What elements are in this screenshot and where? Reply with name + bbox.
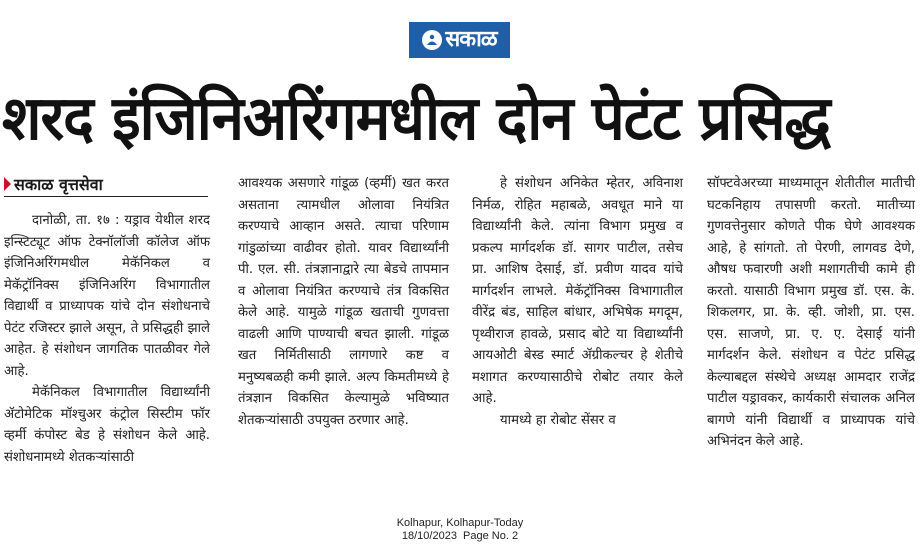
paragraph: सॉफ्टवेअरच्या माध्यमातून शेतीतील मातीची घटकनिहाय तपासणी करतो. मातीच्या गुणवत्तेनुसार कोणते पीक घेणे आवश्यक आहे, हे सांगतो. तो पेरणी, लागवड देणे, औषध फवारणी अशी मशागतीची कामे ही करतो. यासाठी विभाग प्रमुख डॉ. एस. के. शिकलगर, प्रा. के. व्ही. जोशी, प्रा. एस. एस. साजणे, प्रा. ए. ए. देसाई यांनी मार्गदर्शन केले. संशोधन व पेटंट प्रसिद्ध केल्याबद्दल संस्थेचे अध्यक्ष आमदार राजेंद्र पाटील यड्रावकर, कार्यकारी संचालक अनिल बागणे यांनी विद्यार्थी व प्राध्यापक यांचे अभिनंदन केले आहे. xyxy=(707,176,915,449)
byline xyxy=(4,172,208,197)
logo-text: सकाळ xyxy=(445,27,497,52)
paragraph: यामध्ये हा रोबोट सेंसर व xyxy=(500,412,616,428)
newspaper-logo xyxy=(409,22,510,58)
byline-text: सकाळ वृत्तसेवा xyxy=(14,175,103,194)
date-page-label: 18/10/2023 Page No. 2 xyxy=(401,530,519,542)
paragraph: दानोळी, ता. १७ : यड्राव येथील शरद इन्स्टिट्यूट ऑफ टेक्नॉलॉजी कॉलेज ऑफ इंजिनिअरिंगमधील मेकॅनिकल व मेकॅट्रॉनिक्स इंजिनिअरिंग विभागातील विद्यार्थी व प्राध्यापक यांचे दोन संशोधनाचे पेटंट रजिस्टर झाले असून, ते प्रसिद्धही झाले आहेत. हे संशोधन जागतिक पातळीवर गेले आहे. xyxy=(4,213,210,379)
article-column-2 xyxy=(238,173,449,431)
paragraph: मेकॅनिकल विभागातील विद्यार्थ्यांनी ॲटोमेटिक मॉश्चुअर कंट्रोल सिस्टीम फॉर व्हर्मी कंपोस्ट बेड हे संशोधन केले आहे. संशोधनामध्ये शेतकऱ्यांसाठी xyxy=(4,385,210,465)
article-column-3 xyxy=(472,173,683,431)
page-footer xyxy=(360,517,560,543)
triangle-marker-icon xyxy=(4,177,11,191)
edition-label: Kolhapur, Kolhapur-Today xyxy=(396,517,524,529)
article-column-4 xyxy=(707,173,915,453)
emblem-icon xyxy=(422,30,442,50)
paragraph: हे संशोधन अनिकेत म्हेतर, अविनाश निर्मळ, रोहित महाबळे, अवधूत माने या विद्यार्थ्यांनी केले. त्यांना विभाग प्रमुख व प्रकल्प मार्गदर्शक डॉ. सागर पाटील, तसेच प्रा. आशिष देसाई, डॉ. प्रवीण यादव यांचे मार्गदर्शन लाभले. मेकॅट्रॉनिक्स विभागातील वीरेंद्र बंड, साहिल बांधार, अभिषेक मगदूम, पृथ्वीराज हावळे, प्रसाद बोटे या विद्यार्थ्यांनी आयओटी बेस्ड स्मार्ट ॲग्रीकल्चर हे शेतीचे मशागत करण्यासाठीचे रोबोट तयार केले आहे. xyxy=(472,176,683,406)
headline: शरद इंजिनिअरिंगमधील दोन पेटंट प्रसिद्ध xyxy=(2,82,830,154)
paragraph: आवश्यक असणारे गांडूळ (व्हर्मी) खत करत असताना त्यामधील ओलावा नियंत्रित करण्याचे आव्हान असते. त्याचा परिणाम गांडुळांच्या वाढीवर होतो. यावर विद्यार्थ्यांनी पी. एल. सी. तंत्रज्ञानाद्वारे त्या बेडचे तापमान व ओलावा नियंत्रित करण्याचे तंत्र विकसित केले आहे. यामुळे गांडूळ खताची गुणवत्ता वाढली आणि पाण्याची बचत झाली. गांडूळ खत निर्मितीसाठी लागणारे कष्ट व मनुष्यबळही कमी झाले. अल्प किमतीमध्ये हे तंत्रज्ञान विकसित केल्यामुळे भविष्यात शेतकऱ्यांसाठी उपयुक्त ठरणार आहे. xyxy=(238,176,449,428)
article-column-1 xyxy=(4,210,210,468)
